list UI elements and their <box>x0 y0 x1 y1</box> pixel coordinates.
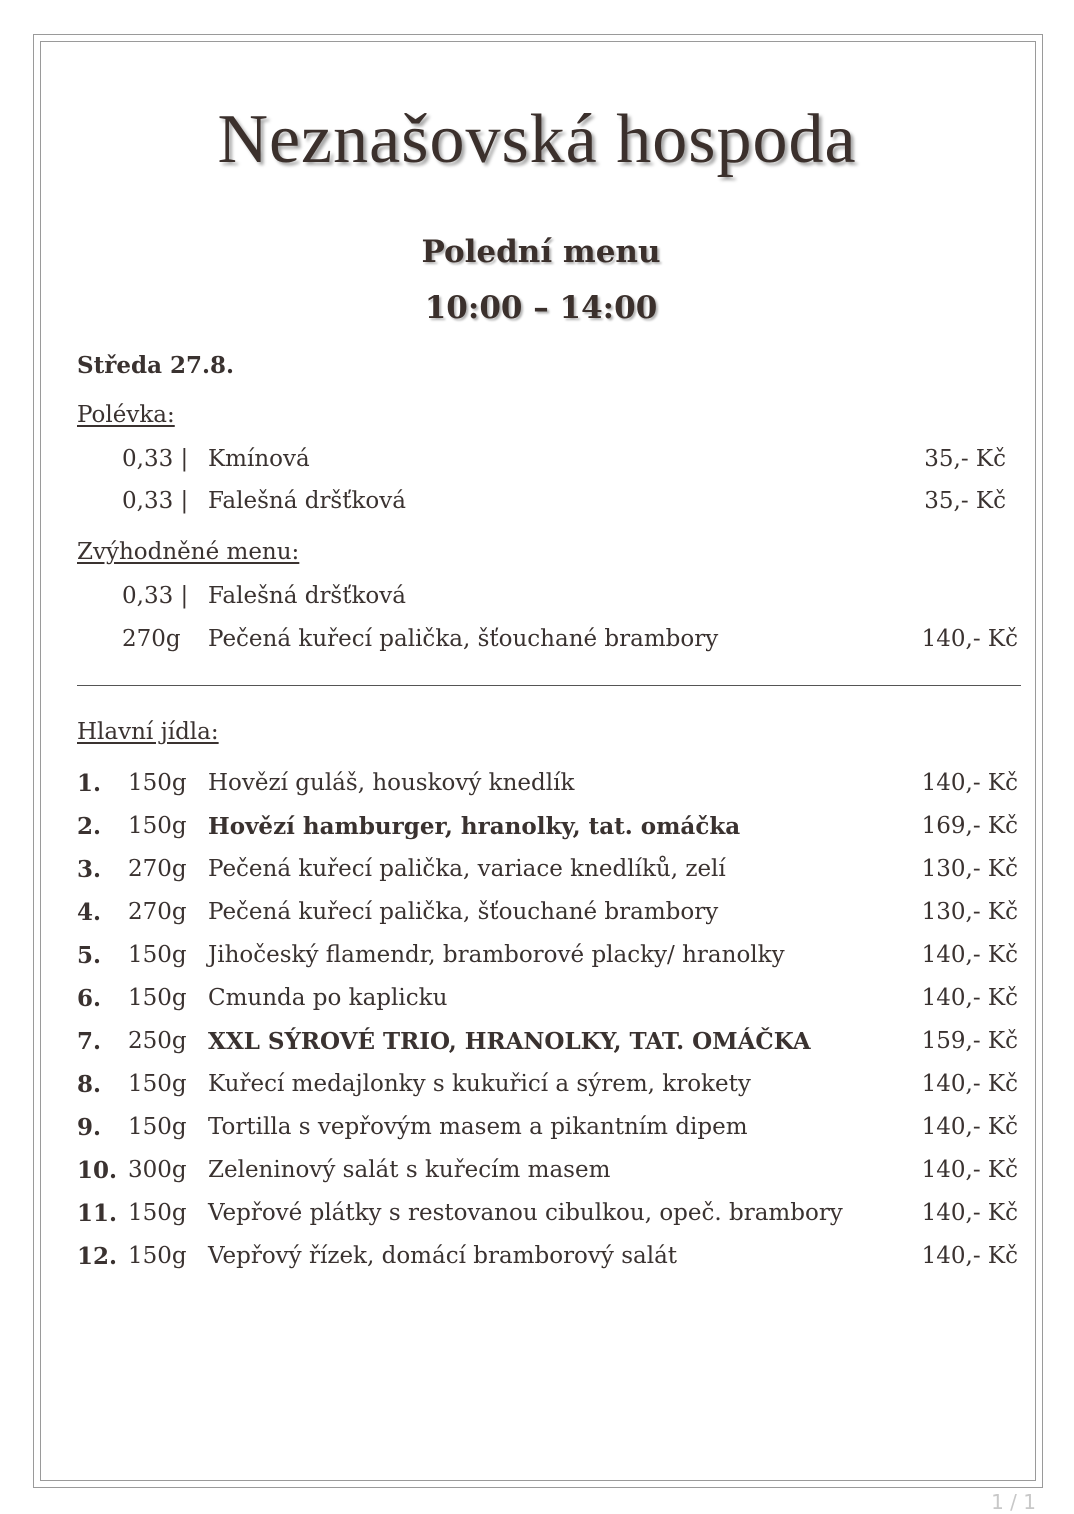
main-dish-row <box>0 1243 1074 1277</box>
soup-row <box>0 488 1074 522</box>
dish-price: 130,- Kč <box>921 899 1018 925</box>
soup-qty: 0,33 | <box>122 446 189 472</box>
combo-section-heading: Zvýhodněné menu: <box>77 539 300 565</box>
dish-qty: 150g <box>128 1071 187 1097</box>
dish-name: Tortilla s vepřovým masem a pikantním dipem <box>208 1114 748 1140</box>
restaurant-title: Neznašovská hospoda <box>217 101 857 178</box>
dish-qty: 300g <box>128 1157 187 1183</box>
combo-qty: 0,33 | <box>122 583 189 609</box>
dish-number: 5. <box>77 942 102 969</box>
dish-number: 6. <box>77 985 102 1012</box>
dish-name: Vepřové plátky s restovanou cibulkou, opeč. brambory <box>208 1200 843 1226</box>
dish-number: 10. <box>77 1157 118 1184</box>
dish-number: 9. <box>77 1114 102 1141</box>
dish-price: 140,- Kč <box>921 1114 1018 1140</box>
main-section-heading: Hlavní jídla: <box>77 719 219 745</box>
main-dish-row <box>0 899 1074 933</box>
soup-price: 35,- Kč <box>924 488 1006 514</box>
dish-price: 140,- Kč <box>921 942 1018 968</box>
combo-price: 140,- Kč <box>921 626 1018 652</box>
menu-day: Středa 27.8. <box>77 352 235 379</box>
dish-number: 12. <box>77 1243 118 1270</box>
combo-name: Pečená kuřecí palička, šťouchané brambory <box>208 626 719 652</box>
soup-row <box>0 446 1074 480</box>
soup-section-heading: Polévka: <box>77 402 175 428</box>
dish-qty: 150g <box>128 942 187 968</box>
dish-number: 2. <box>77 813 102 840</box>
dish-qty: 270g <box>128 856 187 882</box>
main-dish-row <box>0 1028 1074 1062</box>
dish-price: 140,- Kč <box>921 985 1018 1011</box>
dish-qty: 270g <box>128 899 187 925</box>
dish-name: Pečená kuřecí palička, variace knedlíků, zelí <box>208 856 726 882</box>
soup-qty: 0,33 | <box>122 488 189 514</box>
dish-name: Kuřecí medajlonky s kukuřicí a sýrem, krokety <box>208 1071 751 1097</box>
dish-price: 159,- Kč <box>921 1028 1018 1054</box>
dish-number: 7. <box>77 1028 102 1055</box>
dish-name: Vepřový řízek, domácí bramborový salát <box>208 1243 678 1269</box>
dish-qty: 150g <box>128 770 187 796</box>
dish-number: 8. <box>77 1071 102 1098</box>
dish-name: Hovězí guláš, houskový knedlík <box>208 770 575 796</box>
combo-row <box>0 626 1074 660</box>
section-divider <box>77 685 1021 686</box>
dish-number: 1. <box>77 770 102 797</box>
soup-name: Falešná dršťková <box>208 488 406 514</box>
menu-hours: 10:00 – 14:00 <box>424 290 658 326</box>
main-dish-row <box>0 1114 1074 1148</box>
dish-name: Hovězí hamburger, hranolky, tat. omáčka <box>208 813 741 840</box>
dish-price: 140,- Kč <box>921 770 1018 796</box>
dish-name: Jihočeský flamendr, bramborové placky/ hranolky <box>208 942 785 968</box>
dish-price: 140,- Kč <box>921 1200 1018 1226</box>
dish-number: 3. <box>77 856 102 883</box>
main-dish-row <box>0 813 1074 847</box>
combo-name: Falešná dršťková <box>208 583 406 609</box>
dish-qty: 150g <box>128 1200 187 1226</box>
dish-name: Cmunda po kaplicku <box>208 985 448 1011</box>
combo-qty: 270g <box>122 626 181 652</box>
dish-price: 140,- Kč <box>921 1071 1018 1097</box>
dish-name: XXL SÝROVÉ TRIO, HRANOLKY, TAT. OMÁČKA <box>208 1028 811 1055</box>
main-dish-row <box>0 1071 1074 1105</box>
main-dish-row <box>0 1200 1074 1234</box>
dish-number: 11. <box>77 1200 118 1227</box>
dish-qty: 250g <box>128 1028 187 1054</box>
dish-name: Pečená kuřecí palička, šťouchané brambory <box>208 899 719 925</box>
dish-qty: 150g <box>128 813 187 839</box>
dish-qty: 150g <box>128 1243 187 1269</box>
main-dish-row <box>0 985 1074 1019</box>
dish-price: 130,- Kč <box>921 856 1018 882</box>
page-indicator: 1 / 1 <box>991 1490 1036 1514</box>
soup-price: 35,- Kč <box>924 446 1006 472</box>
dish-number: 4. <box>77 899 102 926</box>
soup-name: Kmínová <box>208 446 310 472</box>
main-dish-row <box>0 942 1074 976</box>
dish-qty: 150g <box>128 1114 187 1140</box>
main-dish-row <box>0 770 1074 804</box>
menu-subtitle: Polední menu <box>421 234 661 270</box>
main-dish-row <box>0 856 1074 890</box>
combo-row <box>0 583 1074 617</box>
dish-price: 169,- Kč <box>921 813 1018 839</box>
dish-price: 140,- Kč <box>921 1243 1018 1269</box>
dish-name: Zeleninový salát s kuřecím masem <box>208 1157 611 1183</box>
dish-price: 140,- Kč <box>921 1157 1018 1183</box>
dish-qty: 150g <box>128 985 187 1011</box>
main-dish-row <box>0 1157 1074 1191</box>
